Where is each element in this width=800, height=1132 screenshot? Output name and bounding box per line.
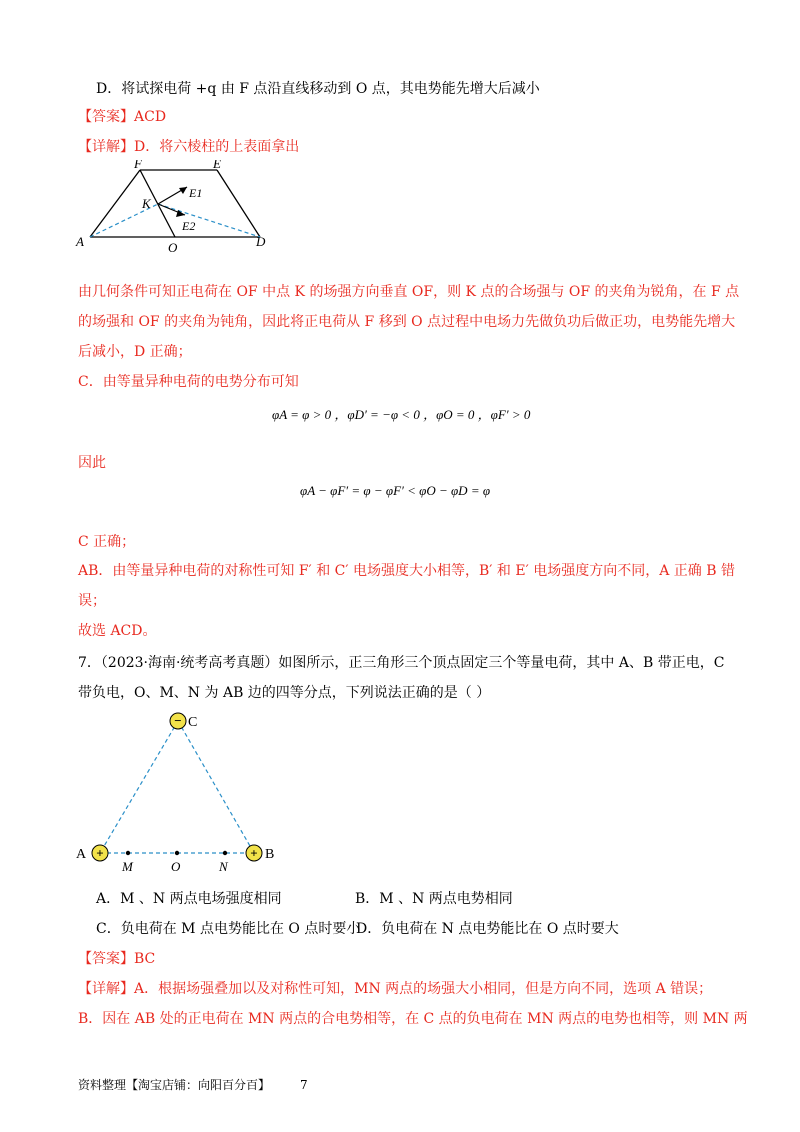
ab-line1: AB．由等量异种电荷的对称性可知 F′ 和 C′ 电场强度大小相等，B′ 和 E′ 电场强度方向不同，A 正确 B 错 xyxy=(78,563,735,579)
equation-2: φA − φF′ = φ − φF′ < φO − φD = φ xyxy=(300,483,491,498)
option-d-line: D．将试探电荷 +q 由 F 点沿直线移动到 O 点，其电势能先增大后减小 xyxy=(96,81,540,97)
charge-b-sign: + xyxy=(250,845,258,861)
fig2-label-a: A xyxy=(76,847,87,862)
fig1-label-f: F xyxy=(134,160,142,171)
choose-line: 故选 ACD。 xyxy=(78,623,157,639)
para1-line3: 后减小，D 正确； xyxy=(78,344,192,360)
question7-line1: 7．（2023·海南·统考高考真题）如图所示，正三角形三个顶点固定三个等量电荷，其中 A、B 带正电，C xyxy=(78,655,725,671)
answer-label-2: 【答案】BC xyxy=(78,951,156,967)
fig1-label-k: K xyxy=(142,196,151,211)
footer-text: 资料整理【淘宝店铺：向阳百分百】 xyxy=(78,1078,271,1092)
detail2-line1: 【详解】A．根据场强叠加以及对称性可知，MN 两点的场强大小相同，但是方向不同，选项 A 错误； xyxy=(78,981,713,997)
detail2-line2: B．因在 AB 处的正电荷在 MN 两点的合电势相等，在 C 点的负电荷在 MN 两点的电势也相等，则 MN 两 xyxy=(78,1011,748,1027)
answer-label-1: 【答案】ACD xyxy=(78,109,167,125)
fig1-label-a: A xyxy=(76,234,84,249)
fig1-label-e1: E1 xyxy=(189,186,203,200)
option-d: D．负电荷在 N 点电势能比在 O 点时要大 xyxy=(356,921,619,937)
therefore-label: 因此 xyxy=(78,455,106,471)
fig1-label-e2: E2 xyxy=(182,219,196,233)
question7-line2: 带负电，O、M、N 为 AB 边的四等分点，下列说法正确的是（ ） xyxy=(78,685,491,701)
charge-c-sign: − xyxy=(174,713,182,728)
para1-line2: 的场强和 OF 的夹角为钝角，因此将正电荷从 F 移到 O 点过程中电场力先做负功后做正功，电势能先增大 xyxy=(78,314,736,330)
fig1-label-d: D xyxy=(256,234,266,249)
triangle-figure xyxy=(70,705,290,880)
trapezoid-figure xyxy=(70,160,280,260)
option-a: A．M 、N 两点电场强度相同 xyxy=(96,891,282,907)
equation-1: φA = φ > 0 ，φD′ = −φ < 0 ，φO = 0 ，φF′ > 0 xyxy=(272,407,531,422)
fig2-label-o: O xyxy=(171,859,181,874)
charge-a-sign: + xyxy=(96,845,104,861)
fig1-label-o: O xyxy=(168,240,178,255)
fig2-label-m: M xyxy=(122,859,133,874)
option-b: B．M 、N 两点电势相同 xyxy=(355,891,513,907)
detail-label-1: 【详解】D．将六棱柱的上表面拿出 xyxy=(78,139,300,155)
c-correct: C 正确； xyxy=(78,534,136,550)
page-number: 7 xyxy=(300,1078,308,1092)
ab-line2: 误； xyxy=(78,593,106,609)
fig1-label-e: E xyxy=(213,160,221,171)
option-c: C．负电荷在 M 点电势能比在 O 点时要小 xyxy=(96,921,361,937)
para1-line1: 由几何条件可知正电荷在 OF 中点 K 的场强方向垂直 OF，则 K 点的合场强与 OF 的夹角为锐角，在 F 点 xyxy=(78,284,740,300)
fig2-label-b: B xyxy=(265,847,275,862)
c-intro: C．由等量异种电荷的电势分布可知 xyxy=(78,374,299,390)
fig2-label-c: C xyxy=(188,715,198,730)
fig2-label-n: N xyxy=(219,859,228,874)
